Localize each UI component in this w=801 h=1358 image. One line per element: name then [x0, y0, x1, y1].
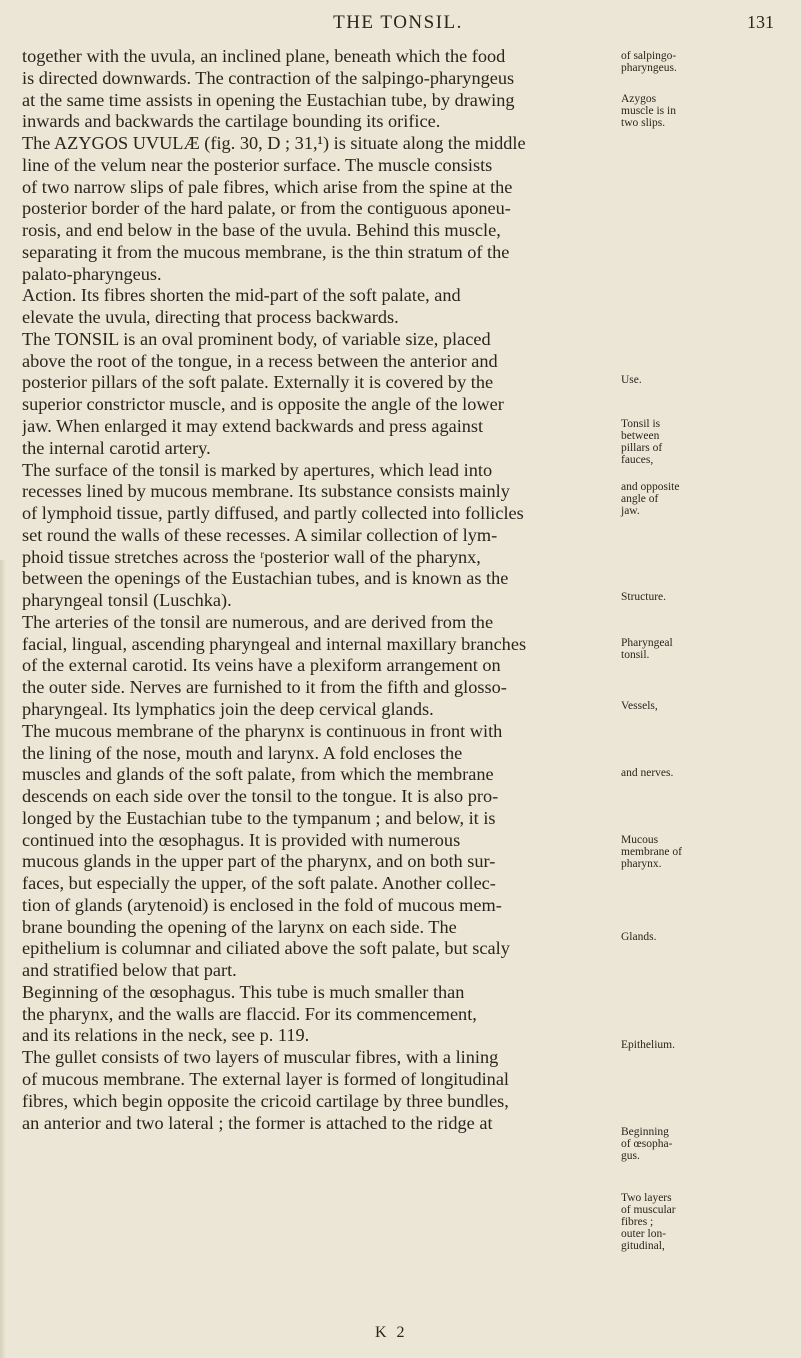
text-line: pharyngeal. Its lymphatics join the deep cervical glands.	[22, 698, 434, 719]
text-line: is directed downwards. The contraction of the salpingo-pharyngeus	[22, 67, 515, 88]
text-line: epithelium is columnar and ciliated above the soft palate, but scaly	[22, 938, 510, 959]
margin-note-line: Vessels,	[621, 700, 658, 712]
text-line: The surface of the tonsil is marked by apertures, which lead into	[22, 459, 493, 480]
margin-note-line: Epithelium.	[621, 1039, 675, 1051]
margin-note-line: Tonsil is	[621, 418, 661, 430]
binding-shadow	[0, 560, 6, 1358]
text-line: mucous glands in the upper part of the pharynx, and on both sur-	[22, 851, 496, 872]
page-number: 131	[747, 12, 774, 32]
text-line: rosis, and end below in the base of the uvula. Behind this muscle,	[22, 220, 501, 241]
margin-note-line: pharyngeus.	[621, 62, 677, 74]
margin-note-line: gus.	[621, 1150, 640, 1162]
text-line: the outer side. Nerves are furnished to it from the fifth and glosso-	[22, 677, 507, 698]
text-line: fibres, which begin opposite the cricoid cartilage by three bundles,	[22, 1090, 509, 1111]
margin-note-line: jaw.	[621, 505, 640, 517]
text-line: pharyngeal tonsil (Luschka).	[22, 590, 232, 611]
text-line: Beginning of the œsophagus. This tube is much smaller than	[22, 981, 465, 1002]
margin-note	[621, 50, 797, 74]
margin-note-line: Azygos	[621, 93, 657, 105]
margin-note-line: fibres ;	[621, 1216, 654, 1228]
text-line: descends on each side over the tonsil to the tongue. It is also pro-	[22, 786, 499, 807]
margin-note	[621, 1192, 797, 1252]
text-line: posterior border of the hard palate, or from the contiguous aponeu-	[22, 198, 511, 219]
margin-note-line: Glands.	[621, 931, 657, 943]
margin-note-line: Use.	[621, 374, 642, 386]
text-line: Action. Its fibres shorten the mid-part of the soft palate, and	[22, 285, 461, 306]
text-line: above the root of the tongue, in a recess between the anterior and	[22, 350, 498, 371]
text-line: of the external carotid. Its veins have a plexiform arrangement on	[22, 655, 501, 676]
margin-note-line: and opposite	[621, 481, 680, 493]
margin-note	[621, 374, 797, 386]
text-line: the lining of the nose, mouth and larynx. A fold encloses the	[22, 742, 463, 763]
text-line: of lymphoid tissue, partly diffused, and partly collected into follicles	[22, 503, 524, 524]
margin-note-line: membrane of	[621, 846, 682, 858]
text-line: separating it from the mucous membrane, is the thin stratum of the	[22, 241, 510, 262]
text-line: set round the walls of these recesses. A similar collection of lym-	[22, 524, 498, 545]
text-line: inwards and backwards the cartilage bounding its orifice.	[22, 111, 441, 132]
margin-note	[621, 700, 797, 712]
text-line: palato-pharyngeus.	[22, 263, 162, 284]
margin-note-line: fauces,	[621, 454, 654, 466]
text-line: the internal carotid artery.	[22, 437, 211, 458]
margin-note	[621, 418, 797, 466]
text-line: muscles and glands of the soft palate, from which the membrane	[22, 764, 494, 785]
margin-note-line: Beginning	[621, 1126, 669, 1138]
margin-note-line: between	[621, 430, 660, 442]
text-line: and stratified below that part.	[22, 960, 237, 981]
margin-note	[621, 1126, 797, 1162]
text-line: superior constrictor muscle, and is opposite the angle of the lower	[22, 394, 504, 415]
text-line: of two narrow slips of pale fibres, which arise from the spine at the	[22, 176, 513, 197]
text-line: The gullet consists of two layers of muscular fibres, with a lining	[22, 1047, 499, 1068]
margin-note-line: of muscular	[621, 1204, 676, 1216]
text-line: an anterior and two lateral ; the former is attached to the ridge at	[22, 1112, 493, 1133]
page-header	[22, 12, 774, 42]
text-line: between the openings of the Eustachian tubes, and is known as the	[22, 568, 509, 589]
text-line: together with the uvula, an inclined plane, beneath which the food	[22, 46, 506, 66]
margin-note	[621, 591, 797, 603]
running-head: THE TONSIL.	[333, 12, 463, 33]
text-line: facial, lingual, ascending pharyngeal and internal maxillary branches	[22, 633, 527, 654]
text-line: of mucous membrane. The external layer is formed of longitudinal	[22, 1068, 510, 1089]
text-line: continued into the œsophagus. It is provided with numerous	[22, 829, 461, 850]
text-line: longed by the Eustachian tube to the tympanum ; and below, it is	[22, 807, 496, 828]
text-line: the pharynx, and the walls are flaccid. For its commencement,	[22, 1003, 477, 1024]
page-signature: K 2	[375, 1324, 408, 1341]
text-line: brane bounding the opening of the larynx on each side. The	[22, 916, 457, 937]
margin-note-line: outer lon-	[621, 1228, 667, 1240]
margin-note-line: Pharyngeal	[621, 637, 673, 649]
text-line: The AZYGOS UVULÆ (fig. 30, D ; 31,¹) is situate along the middle	[22, 133, 526, 154]
margin-note-line: of salpingo-	[621, 50, 677, 62]
text-line: tion of glands (arytenoid) is enclosed in the fold of mucous mem-	[22, 894, 502, 915]
margin-note-line: angle of	[621, 493, 659, 505]
text-line: The TONSIL is an oval prominent body, of variable size, placed	[22, 328, 491, 349]
margin-note-line: pharynx.	[621, 858, 662, 870]
text-line: faces, but especially the upper, of the soft palate. Another collec-	[22, 873, 496, 894]
body-text	[22, 46, 616, 1134]
text-line: line of the velum near the posterior surface. The muscle consists	[22, 154, 493, 175]
text-line: jaw. When enlarged it may extend backwards and press against	[22, 416, 484, 437]
margin-note	[621, 481, 797, 517]
text-line: The mucous membrane of the pharynx is continuous in front with	[22, 720, 503, 741]
margin-note	[621, 931, 797, 943]
text-line: at the same time assists in opening the Eustachian tube, by drawing	[22, 89, 515, 110]
margin-note	[621, 637, 797, 661]
margin-note-line: tonsil.	[621, 649, 650, 661]
text-line: recesses lined by mucous membrane. Its substance consists mainly	[22, 481, 510, 502]
text-line: elevate the uvula, directing that process backwards.	[22, 307, 399, 328]
margin-note-line: Mucous	[621, 834, 659, 846]
margin-note	[621, 834, 797, 870]
margin-note-line: muscle is in	[621, 105, 676, 117]
text-line: posterior pillars of the soft palate. Externally it is covered by the	[22, 372, 494, 393]
text-line: The arteries of the tonsil are numerous, and are derived from the	[22, 611, 494, 632]
margin-note	[621, 93, 797, 129]
margin-note-line: pillars of	[621, 442, 663, 454]
margin-note-line: gitudinal,	[621, 1240, 665, 1252]
margin-note	[621, 1039, 797, 1051]
text-line: phoid tissue stretches across the ʳposterior wall of the pharynx,	[22, 546, 481, 567]
margin-note	[621, 767, 797, 779]
margin-note-line: of œsopha-	[621, 1138, 673, 1150]
text-line: and its relations in the neck, see p. 119.	[22, 1025, 310, 1046]
margin-note-line: two slips.	[621, 117, 666, 129]
margin-note-line: and nerves.	[621, 767, 674, 779]
margin-note-line: Structure.	[621, 591, 667, 603]
margin-note-line: Two layers	[621, 1192, 672, 1204]
